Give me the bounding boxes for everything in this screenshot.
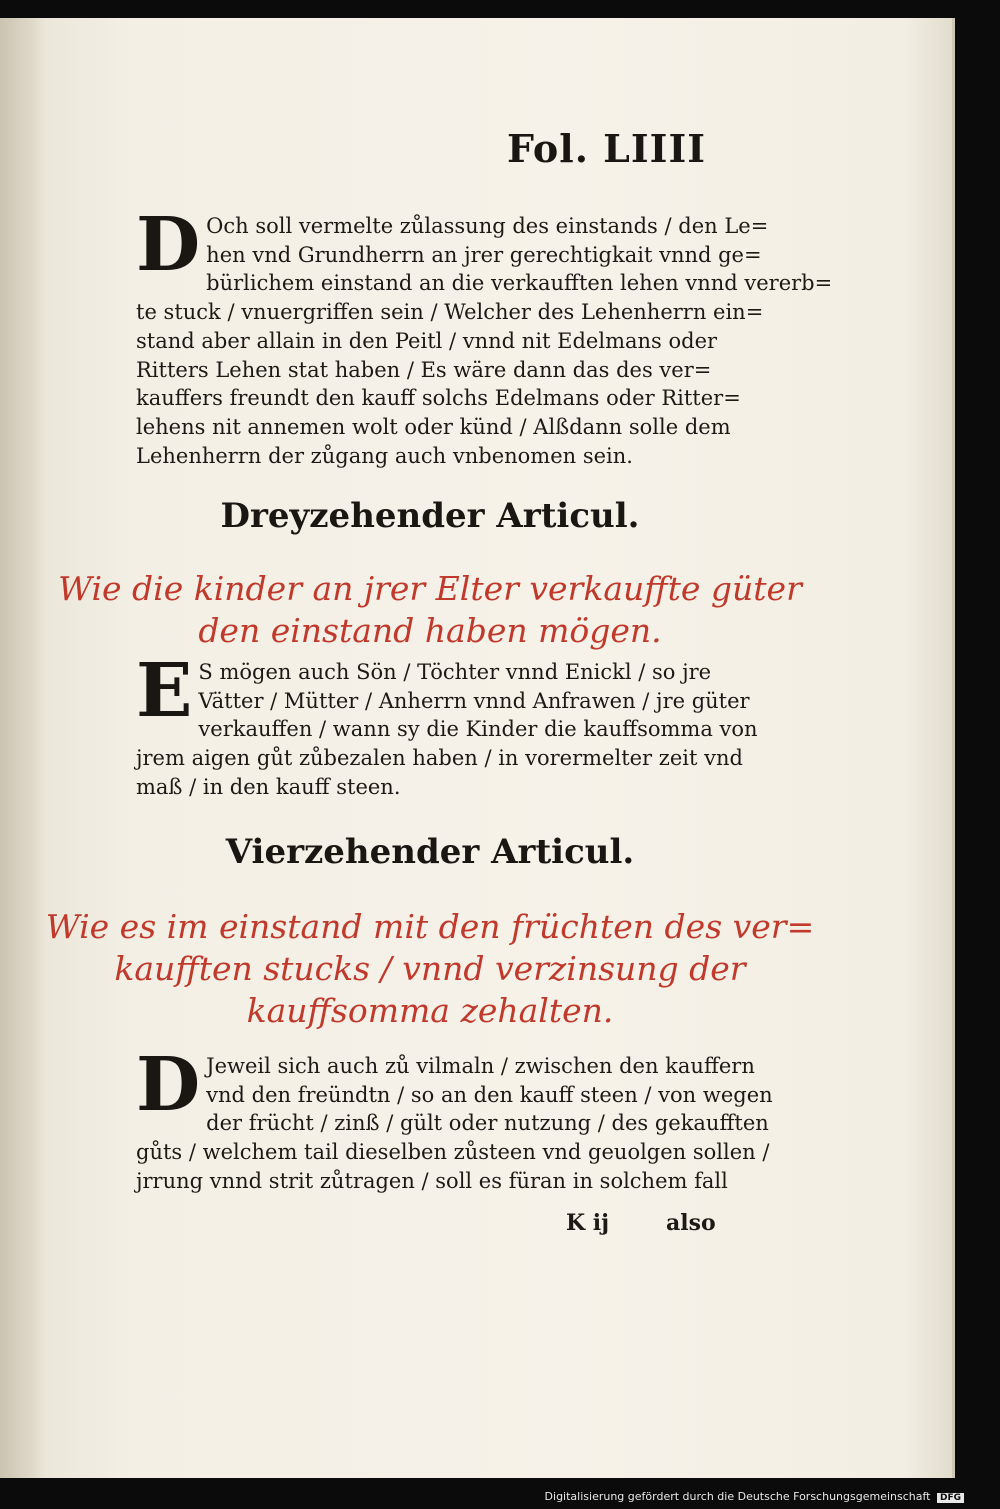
drop-cap-initial: D xyxy=(136,1042,201,1128)
paragraph-1 xyxy=(136,202,833,470)
drop-cap-initial: D xyxy=(136,202,201,288)
paragraph-3 xyxy=(136,1042,773,1196)
text-line: gůts / welchem tail dieselben zůsteen vnd geuolgen sollen / xyxy=(136,1140,770,1165)
text-line: kauffers freundt den kauff solchs Edelmans oder Ritter= xyxy=(136,386,741,411)
rubric-14 xyxy=(0,906,860,1032)
folio-number: Fol. LIIII xyxy=(507,126,706,171)
text-line: jrrung vnnd strit zůtragen / soll es füran in solchem fall xyxy=(136,1168,728,1193)
page-gutter-shadow xyxy=(0,18,46,1478)
text-line: Ritters Lehen stat haben / Es wäre dann das des ver= xyxy=(136,357,712,382)
article-heading-14: Vierzehender Articul. xyxy=(225,832,635,872)
text-line: bürlichem einstand an die verkaufften lehen vnnd vererb= xyxy=(206,271,833,296)
text-line: maß / in den kauff steen. xyxy=(136,774,401,799)
text-line: Vätter / Mütter / Anherrn vnnd Anfrawen / jre güter xyxy=(198,688,750,713)
book-page xyxy=(0,18,955,1478)
rubric-line: Wie die kinder an jrer Elter verkauffte güter xyxy=(58,569,802,608)
drop-cap-initial: E xyxy=(136,648,193,734)
dfg-logo: DFG xyxy=(937,1493,964,1503)
text-line: lehens nit annemen wolt oder künd / Alßdann solle dem xyxy=(136,414,731,439)
text-line: stand aber allain in den Peitl / vnnd nit Edelmans oder xyxy=(136,328,718,353)
digitization-footer xyxy=(545,1490,964,1503)
text-line: vnd den freündtn / so an den kauff steen / von wegen xyxy=(206,1082,773,1107)
text-line: Och soll vermelte zůlassung des einstands / den Le= xyxy=(206,214,769,238)
signature-mark: K ij xyxy=(566,1210,610,1236)
text-line: jrem aigen gůt zůbezalen haben / in vorermelter zeit vnd xyxy=(136,746,743,771)
text-line: te stuck / vnuergriffen sein / Welcher des Lehenherrn ein= xyxy=(136,300,764,325)
footer-text: Digitalisierung gefördert durch die Deutsche Forschungsgemeinschaft xyxy=(544,1490,931,1503)
rubric-line: Wie es im einstand mit den früchten des ver= xyxy=(45,907,815,946)
text-line: S mögen auch Sön / Töchter vnnd Enickl / so jre xyxy=(198,660,712,684)
text-line: der frücht / zinß / gült oder nutzung / des gekaufften xyxy=(206,1111,769,1136)
catchword: also xyxy=(666,1210,716,1236)
text-line: verkauffen / wann sy die Kinder die kauffsomma von xyxy=(198,717,758,742)
rubric-line: kauffsomma zehalten. xyxy=(246,991,614,1030)
rubric-line: den einstand haben mögen. xyxy=(198,611,662,650)
paragraph-2 xyxy=(136,648,758,802)
article-heading-13: Dreyzehender Articul. xyxy=(220,496,640,536)
rubric-13 xyxy=(0,568,860,652)
rubric-line: kaufften stucks / vnnd verzinsung der xyxy=(114,949,746,988)
text-line: Lehenherrn der zůgang auch vnbenomen sein. xyxy=(136,443,633,468)
text-line: Jeweil sich auch zů vilmaln / zwischen den kauffern xyxy=(206,1054,755,1078)
text-line: hen vnd Grundherrn an jrer gerechtigkait vnnd ge= xyxy=(206,242,762,267)
